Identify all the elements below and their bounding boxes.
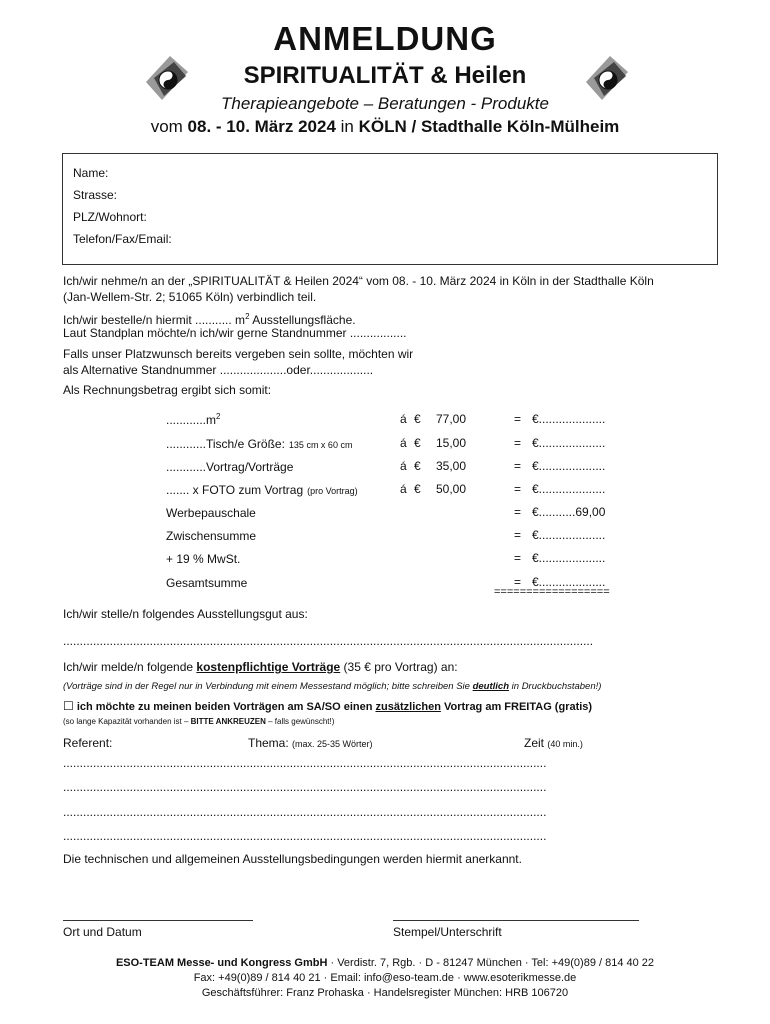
- phone-fax-email-field[interactable]: Telefon/Fax/Email:: [73, 232, 172, 246]
- price-item-label: ............m: [166, 413, 217, 427]
- footer-line-2: Fax: +49(0)89 / 814 40 21 · Email: info@eso-team.de · www.esoterikmesse.de: [193, 972, 577, 984]
- price-row-item[interactable]: [166, 412, 224, 427]
- price-item-sup: 2: [216, 412, 221, 421]
- talk-line-2[interactable]: .................................................................................................................................................: [63, 780, 547, 794]
- alternative-text-1: Falls unser Platzwunsch bereits vergeben sein sollte, möchten wir: [63, 347, 414, 361]
- price-row-item[interactable]: [166, 528, 260, 543]
- price-per-label: á: [400, 482, 407, 496]
- price-item-note: 135 cm x 60 cm: [288, 440, 353, 450]
- result-value[interactable]: €....................: [532, 436, 606, 450]
- col-thema: Thema: (max. 25-35 Wörter): [248, 736, 373, 750]
- checkbox-note: (so lange Kapazität vorhanden ist – BITTE ANKREUZEN – falls gewünscht!): [63, 717, 335, 726]
- result-value[interactable]: €....................: [532, 575, 606, 589]
- checkbox-icon[interactable]: ☐: [63, 699, 74, 713]
- footer-line-3: Geschäftsführer: Franz Prohaska · Handelsregister München: HRB 106720: [201, 987, 569, 999]
- price-item-label: ............Vortrag/Vorträge: [166, 460, 294, 474]
- price-item-label: Gesamtsumme: [166, 576, 248, 590]
- price-row-item[interactable]: [166, 575, 251, 590]
- col-referent: Referent:: [63, 736, 113, 750]
- equals-sign: =: [514, 459, 522, 473]
- equals-sign: =: [514, 482, 522, 496]
- equals-sign: =: [514, 528, 522, 542]
- price-row-item[interactable]: [166, 505, 260, 520]
- result-value[interactable]: €....................: [532, 551, 606, 565]
- equals-sign: =: [514, 575, 522, 589]
- talk-line-4[interactable]: .................................................................................................................................................: [63, 829, 547, 843]
- signature-label: Stempel/Unterschrift: [393, 925, 502, 939]
- price-currency: €: [414, 412, 421, 426]
- signature-line[interactable]: [393, 920, 639, 921]
- result-value[interactable]: €....................: [532, 482, 606, 496]
- price-currency: €: [414, 459, 421, 473]
- price-row-item[interactable]: [166, 482, 358, 497]
- form-title: ANMELDUNG: [273, 20, 497, 57]
- area-order-text: Ich/wir bestelle/n hiermit ........... $m^2$ Ausstellungsfläche.: [63, 312, 356, 327]
- price-per-label: á: [400, 436, 407, 450]
- unit-price: 50,00: [436, 482, 467, 496]
- result-value[interactable]: €...........69,00: [532, 505, 606, 519]
- friday-talk-checkbox[interactable]: ☐ ich möchte zu meinen beiden Vorträgen am SA/SO einen zusätzlichen Vortrag am FREITAG (gratis): [63, 699, 593, 713]
- price-item-label: ....... x FOTO zum Vortrag: [166, 483, 304, 497]
- yin-yang-logo-icon: [140, 52, 192, 104]
- event-date-location: vom 08. - 10. März 2024 in KÖLN / Stadthalle Köln-Mülheim: [150, 117, 620, 136]
- price-item-label: ............Tisch/e Größe:: [166, 437, 285, 451]
- unit-price: 15,00: [436, 436, 467, 450]
- event-title: SPIRITUALITÄT & Heilen: [243, 62, 527, 89]
- unit-price: 77,00: [436, 412, 467, 426]
- name-field[interactable]: Name:: [73, 166, 109, 180]
- exhibits-line[interactable]: ...............................................................................................................................................................: [63, 634, 594, 648]
- price-item-note: (pro Vortrag): [307, 486, 358, 496]
- talks-note: (Vorträge sind in der Regel nur in Verbindung mit einem Messestand möglich; bitte schreiben Sie deutlich in Druckbuchstaben!): [63, 681, 602, 692]
- zip-city-field[interactable]: PLZ/Wohnort:: [73, 210, 147, 224]
- equals-sign: =: [514, 436, 522, 450]
- equals-sign: =: [514, 412, 522, 426]
- street-field[interactable]: Strasse:: [73, 188, 118, 202]
- contact-box: [62, 153, 718, 265]
- equals-sign: =: [514, 551, 522, 565]
- place-date-label: Ort und Datum: [63, 925, 142, 939]
- equals-sign: =: [514, 505, 522, 519]
- result-value[interactable]: €....................: [532, 412, 606, 426]
- yin-yang-logo-icon: [580, 52, 632, 104]
- price-currency: €: [414, 482, 421, 496]
- exhibits-label: Ich/wir stelle/n folgendes Ausstellungsgut aus:: [63, 607, 308, 621]
- event-tagline: Therapieangebote – Beratungen - Produkte: [221, 94, 549, 113]
- alternative-text-2: als Alternative Standnummer ....................oder...................: [63, 363, 374, 377]
- unit-price: 35,00: [436, 459, 467, 473]
- price-per-label: á: [400, 412, 407, 426]
- price-row-item[interactable]: [166, 459, 297, 474]
- col-zeit: Zeit (40 min.): [524, 736, 583, 750]
- price-item-label: + 19 % MwSt.: [166, 552, 241, 566]
- price-item-label: Zwischensumme: [166, 529, 257, 543]
- participation-address: (Jan-Wellem-Str. 2; 51065 Köln) verbindlich teil.: [63, 290, 317, 304]
- total-underline: ==================: [494, 586, 610, 598]
- place-date-line[interactable]: [63, 920, 253, 921]
- talk-line-1[interactable]: .................................................................................................................................................: [63, 756, 547, 770]
- price-row-item[interactable]: [166, 436, 352, 451]
- price-currency: €: [414, 436, 421, 450]
- talks-label: Ich/wir melde/n folgende kostenpflichtige Vorträge (35 € pro Vortrag) an:: [63, 660, 458, 674]
- price-item-label: Werbepauschale: [166, 506, 256, 520]
- conditions-text: Die technischen und allgemeinen Ausstellungsbedingungen werden hiermit anerkannt.: [63, 852, 522, 866]
- result-value[interactable]: €....................: [532, 528, 606, 542]
- participation-text: Ich/wir nehme/n an der „SPIRITUALITÄT & Heilen 2024“ vom 08. - 10. März 2024 in Köln in der Stadthalle Köln: [63, 274, 654, 288]
- footer-line-1: ESO-TEAM Messe- und Kongress GmbH · Verdistr. 7, Rgb. · D - 81247 München · Tel: +49(0)89 / 814 40 22: [115, 957, 655, 969]
- talk-line-3[interactable]: .................................................................................................................................................: [63, 805, 547, 819]
- invoice-intro: Als Rechnungsbetrag ergibt sich somit:: [63, 383, 272, 397]
- price-row-item[interactable]: [166, 551, 244, 566]
- result-value[interactable]: €....................: [532, 459, 606, 473]
- stand-number-text: Laut Standplan möchte/n ich/wir gerne Standnummer .................: [63, 326, 407, 340]
- price-per-label: á: [400, 459, 407, 473]
